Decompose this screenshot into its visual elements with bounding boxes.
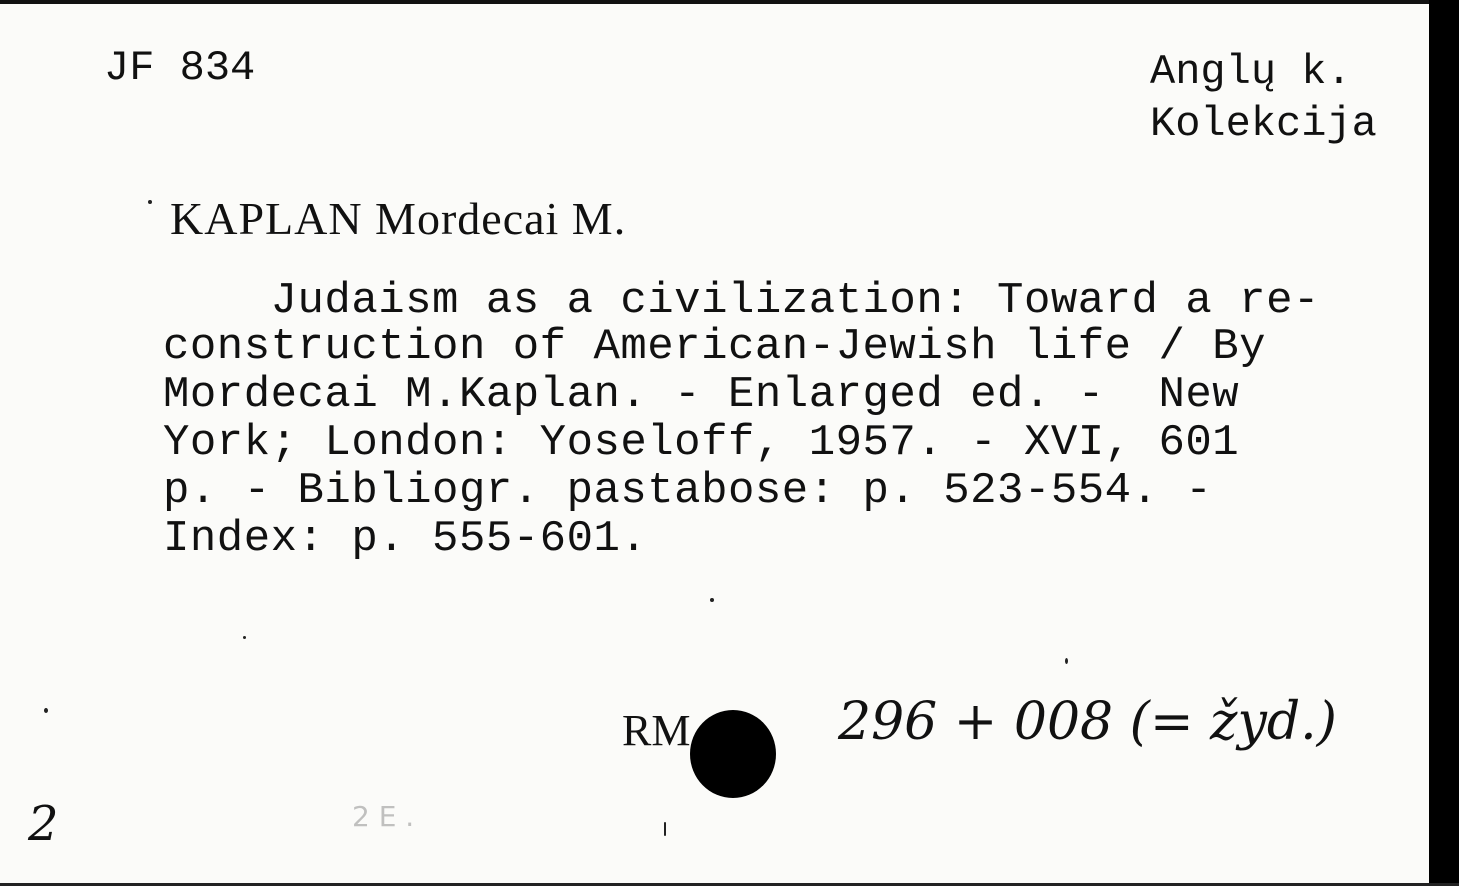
description-line: p. - Bibliogr. pastabose: p. 523-554. - bbox=[163, 466, 1213, 516]
call-number: JF 834 bbox=[104, 44, 256, 92]
card-right-edge bbox=[1429, 0, 1459, 886]
description-line: Mordecai M.Kaplan. - Enlarged ed. - New bbox=[163, 370, 1240, 420]
description-line: Judaism as a civilization: Toward a re- bbox=[163, 276, 1320, 326]
description-line: York; London: Yoseloff, 1957. - XVI, 601 bbox=[163, 418, 1240, 468]
speck bbox=[243, 636, 246, 639]
punch-hole bbox=[690, 710, 776, 798]
speck bbox=[44, 708, 48, 713]
card-top-edge bbox=[0, 0, 1459, 4]
handwritten-mark: 2 bbox=[28, 796, 59, 852]
speck bbox=[1065, 658, 1068, 664]
speck bbox=[710, 598, 714, 602]
collection-language: Anglų k. bbox=[1150, 48, 1352, 96]
description-line: construction of American-Jewish life / By bbox=[163, 322, 1267, 372]
faint-stamp: 2 E . bbox=[352, 800, 415, 833]
collection-label: Kolekcija bbox=[1150, 100, 1377, 148]
speck bbox=[664, 822, 666, 836]
handwritten-classification: 296 + 008 (= žyd.) bbox=[838, 692, 1337, 752]
speck bbox=[148, 200, 152, 204]
description-line: Index: p. 555-601. bbox=[163, 514, 648, 564]
location-code: RM bbox=[622, 706, 691, 755]
author-heading: KAPLAN Mordecai M. bbox=[170, 193, 627, 244]
